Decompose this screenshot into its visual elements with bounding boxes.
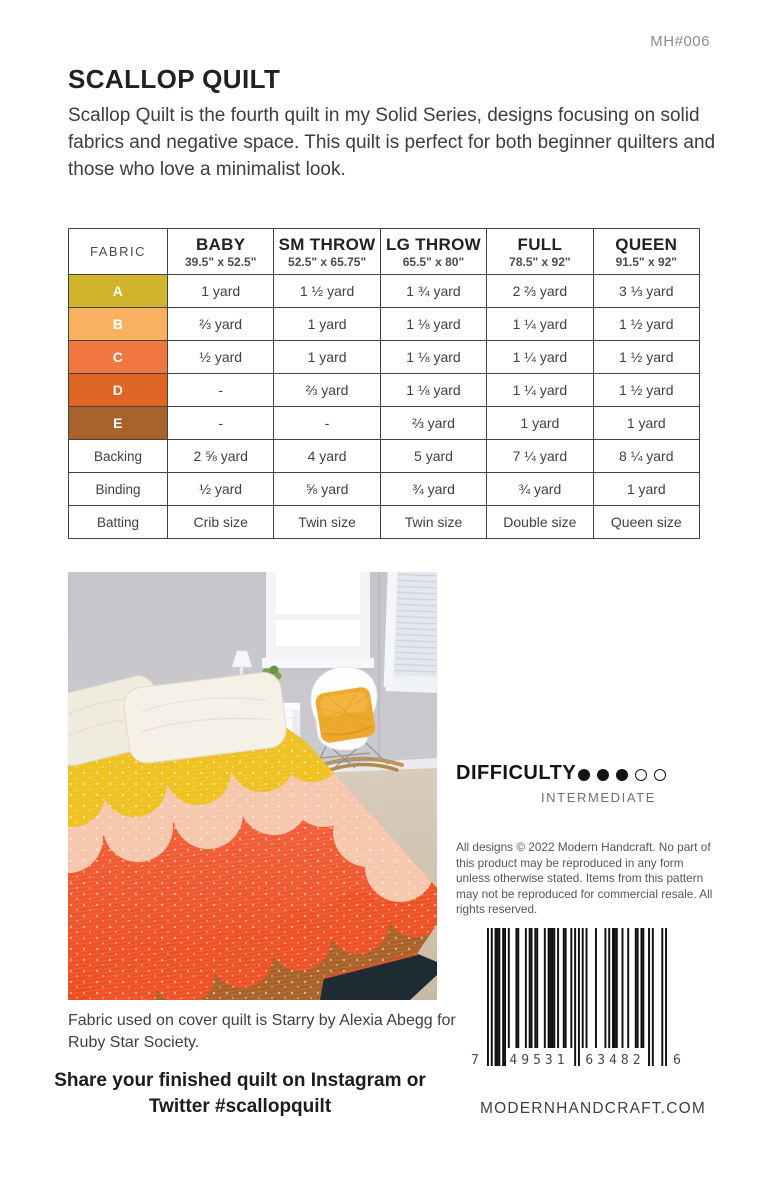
fabric-label-e: E: [69, 407, 168, 440]
yardage-cell: 1 yard: [593, 407, 699, 440]
table-row: [69, 473, 700, 506]
yardage-cell: ⅔ yard: [168, 308, 274, 341]
difficulty-label: DIFFICULTY: [456, 762, 577, 784]
yardage-cell: -: [168, 374, 274, 407]
yardage-cell: Crib size: [168, 506, 274, 539]
window-left: [262, 572, 374, 671]
yardage-cell: 1 ½ yard: [274, 275, 380, 308]
yardage-cell: Queen size: [593, 506, 699, 539]
upc-barcode: [471, 928, 681, 1068]
yardage-cell: 1 ½ yard: [593, 341, 699, 374]
barcode-right-digit: 6: [673, 1053, 681, 1068]
yardage-cell: ⅝ yard: [274, 473, 380, 506]
yardage-cell: 2 ⅝ yard: [168, 440, 274, 473]
yardage-cell: ½ yard: [168, 473, 274, 506]
yardage-cell: 5 yard: [380, 440, 486, 473]
barcode-group-1: 49531: [509, 1053, 569, 1068]
yardage-cell: 3 ⅓ yard: [593, 275, 699, 308]
fabric-label-b: B: [69, 308, 168, 341]
copyright-text: All designs © 2022 Modern Handcraft. No part of this product may be reproduced in any form unless otherwise stated. Items from this pattern may not be reproduced for commercial resale. All rights reserved.: [456, 840, 713, 917]
column-header-lg-throw: LG THROW 65.5" x 80": [380, 229, 486, 275]
yardage-cell: ½ yard: [168, 341, 274, 374]
difficulty-dot-filled: [597, 769, 609, 781]
fabric-corner-label: FABRIC: [90, 243, 146, 259]
yardage-cell: 1 yard: [274, 341, 380, 374]
fabric-label-d: D: [69, 374, 168, 407]
yardage-cell: 1 ¼ yard: [487, 308, 593, 341]
table-row: [69, 440, 700, 473]
table-row: [69, 275, 700, 308]
yardage-cell: 1 ¼ yard: [487, 341, 593, 374]
yardage-cell: 1 yard: [274, 308, 380, 341]
chair-pillow: [314, 686, 376, 744]
yardage-cell: ⅔ yard: [380, 407, 486, 440]
difficulty-dot-empty: [654, 769, 666, 781]
fabric-label-c: C: [69, 341, 168, 374]
difficulty-level: INTERMEDIATE: [540, 790, 656, 805]
barcode-left-digit: 7: [471, 1053, 479, 1068]
yardage-cell: Double size: [487, 506, 593, 539]
table-row: [69, 374, 700, 407]
yardage-cell: ⅔ yard: [274, 374, 380, 407]
yardage-cell: 1 yard: [168, 275, 274, 308]
fabric-label-a: A: [69, 275, 168, 308]
wall-corner: [378, 572, 380, 768]
barcode-bars: [487, 928, 667, 1066]
photo-caption: Fabric used on cover quilt is Starry by Alexia Abegg for Ruby Star Society.: [68, 1012, 456, 1051]
yardage-cell: 1 ⅛ yard: [380, 341, 486, 374]
table-row: [69, 407, 700, 440]
share-line-1: Share your finished quilt on Instagram or: [54, 1070, 426, 1091]
page-title: SCALLOP QUILT: [68, 64, 281, 94]
yardage-cell: 1 ⅛ yard: [380, 374, 486, 407]
table-row: [69, 506, 700, 539]
yardage-cell: 8 ¼ yard: [593, 440, 699, 473]
yardage-cell: -: [168, 407, 274, 440]
yardage-cell: 1 ½ yard: [593, 308, 699, 341]
yardage-cell: 1 ¾ yard: [380, 275, 486, 308]
pattern-code: MH#006: [650, 33, 710, 50]
yardage-cell: ¾ yard: [487, 473, 593, 506]
difficulty-dot-empty: [635, 769, 647, 781]
share-line-2: Twitter #scallopquilt: [148, 1096, 332, 1117]
fabric-label-batting: Batting: [69, 506, 168, 539]
table-row: [69, 308, 700, 341]
column-header-queen: QUEEN 91.5" x 92": [593, 229, 699, 275]
fabric-label-binding: Binding: [69, 473, 168, 506]
fabric-corner-header: [69, 229, 168, 275]
yardage-cell: 1 ⅛ yard: [380, 308, 486, 341]
window-right: [384, 572, 437, 693]
difficulty-dots: [578, 769, 666, 781]
difficulty-dot-filled: [616, 769, 628, 781]
column-header-baby: BABY 39.5" x 52.5": [168, 229, 274, 275]
yardage-cell: Twin size: [380, 506, 486, 539]
yardage-cell: 2 ⅔ yard: [487, 275, 593, 308]
column-header-full: FULL 78.5" x 92": [487, 229, 593, 275]
fabric-label-backing: Backing: [69, 440, 168, 473]
yardage-cell: ¾ yard: [380, 473, 486, 506]
column-header-sm-throw: SM THROW 52.5" x 65.75": [274, 229, 380, 275]
website-url: MODERNHANDCRAFT.COM: [480, 1100, 707, 1117]
share-message: [40, 1068, 440, 1120]
cover-photo: [68, 572, 437, 1000]
cover-photo-scene: [68, 572, 437, 1000]
yardage-cell: 1 ¼ yard: [487, 374, 593, 407]
yardage-cell: 4 yard: [274, 440, 380, 473]
table-row: [69, 341, 700, 374]
barcode-group-2: 63482: [585, 1053, 645, 1068]
yardage-cell: -: [274, 407, 380, 440]
pattern-description: Scallop Quilt is the fourth quilt in my Solid Series, designs focusing on solid fabrics and negative space. This quilt is perfect for both beginner quilters and those who love a minimalist look.: [68, 105, 716, 180]
yardage-cell: 7 ¼ yard: [487, 440, 593, 473]
yardage-cell: 1 yard: [593, 473, 699, 506]
yardage-cell: 1 ½ yard: [593, 374, 699, 407]
yardage-cell: 1 yard: [487, 407, 593, 440]
fabric-requirements-table: [68, 228, 700, 539]
yardage-cell: Twin size: [274, 506, 380, 539]
difficulty-dot-filled: [578, 769, 590, 781]
table-header-row: [69, 229, 700, 275]
